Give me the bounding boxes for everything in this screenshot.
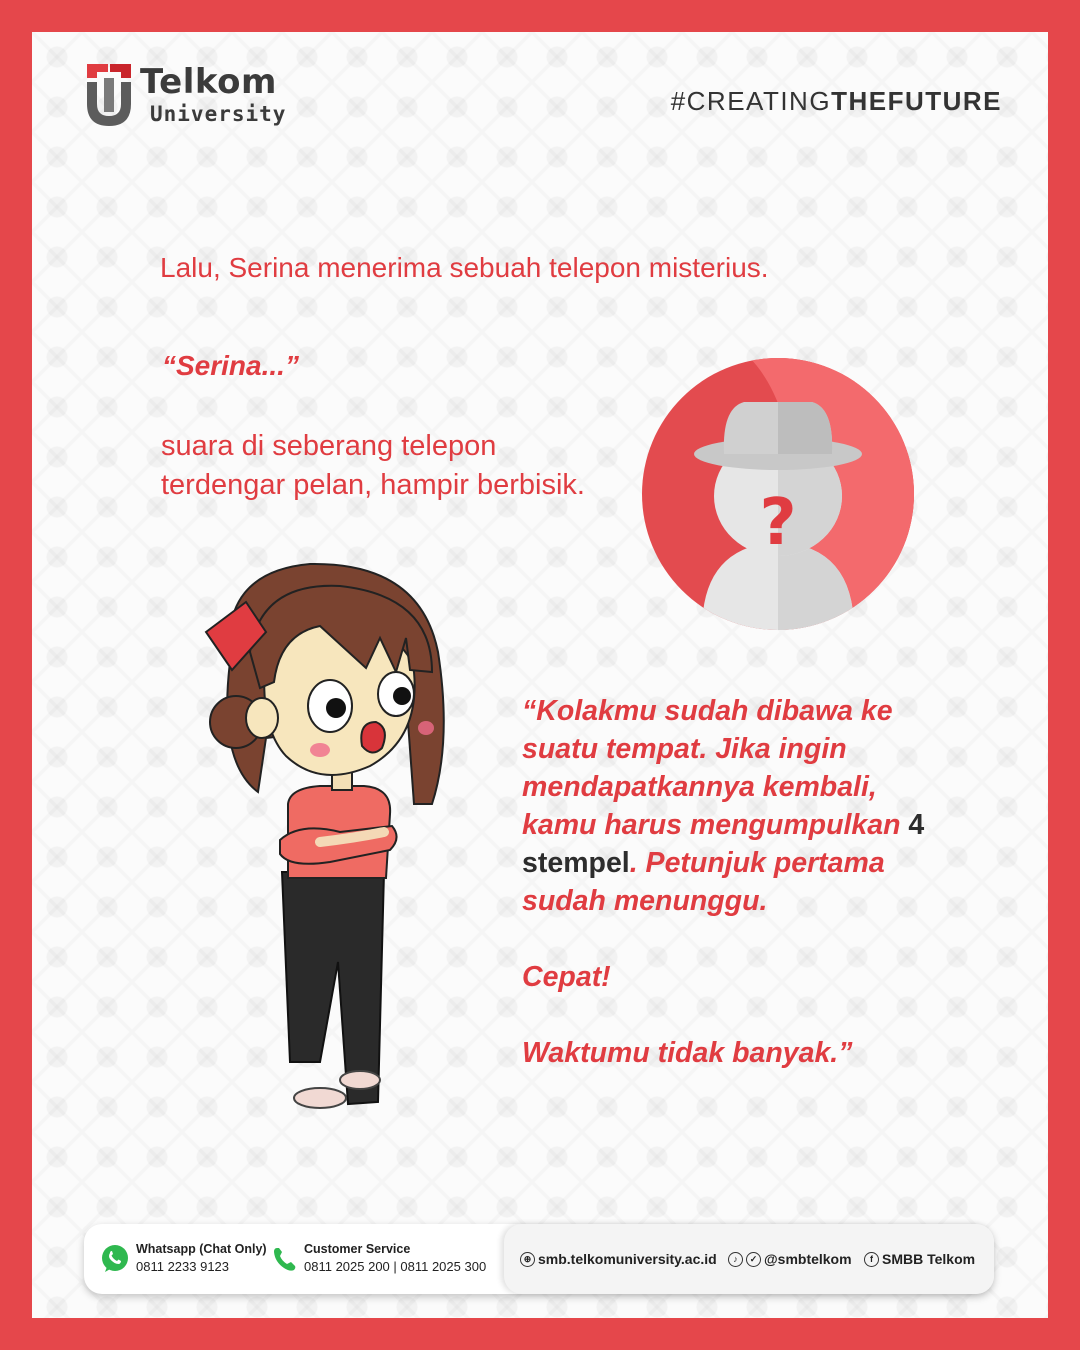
- customer-service-contact[interactable]: [304, 1242, 486, 1274]
- poster-card: [32, 32, 1048, 1318]
- message-hurry: Cepat!: [522, 961, 611, 993]
- message-part-1: “Kolakmu sudah dibawa ke suatu tempat. Jika ingin mendapatkannya kembali, kamu harus mengumpulkan: [522, 695, 909, 841]
- whisper-line-2: terdengar pelan, hampir berbisik.: [161, 469, 585, 501]
- website-link[interactable]: [520, 1224, 717, 1294]
- message-part-2: . Petunjuk pertama sudah menunggu.: [522, 847, 885, 917]
- globe-icon: ⊕: [520, 1252, 535, 1267]
- tiktok-icon: ♪: [728, 1252, 743, 1267]
- telkom-university-logo: [84, 60, 304, 132]
- mystery-caller-icon: [640, 356, 916, 632]
- phone-icon[interactable]: [272, 1246, 298, 1272]
- whisper-line-1: suara di seberang telepon: [161, 430, 497, 462]
- serina-character-illustration: [170, 542, 470, 1122]
- narration-text: Lalu, Serina menerima sebuah telepon misterius.: [160, 252, 769, 283]
- contact-footer: [84, 1224, 994, 1294]
- logo-mark-icon: [84, 60, 134, 128]
- social-handle-link[interactable]: [728, 1224, 852, 1294]
- svg-text:?: ?: [759, 486, 797, 560]
- cs-numbers: 0811 2025 200 | 0811 2025 300: [304, 1259, 487, 1274]
- online-links: [504, 1224, 994, 1294]
- facebook-icon: f: [864, 1252, 879, 1267]
- whatsapp-number: 0811 2233 9123: [136, 1259, 230, 1274]
- hashtag: [671, 86, 1002, 117]
- hashtag-light: #CREATING: [670, 86, 832, 116]
- logo-text-telkom: Telkom: [140, 62, 277, 102]
- facebook-link[interactable]: [864, 1224, 975, 1294]
- message-body: [522, 692, 952, 920]
- hashtag-bold: THEFUTURE: [831, 86, 1002, 116]
- website-text: smb.telkomuniversity.ac.id: [538, 1251, 717, 1267]
- caller-quote: “Serina...”: [162, 350, 299, 381]
- message-highlight: 4 stempel: [522, 809, 925, 879]
- twitter-icon: ✓: [746, 1252, 761, 1267]
- whisper-text: [161, 427, 585, 505]
- whatsapp-contact[interactable]: [136, 1242, 267, 1274]
- facebook-text: SMBB Telkom: [882, 1251, 976, 1267]
- cs-title: Customer Service: [304, 1242, 411, 1256]
- logo-text-university: University: [150, 102, 287, 126]
- whatsapp-title: Whatsapp (Chat Only): [136, 1242, 267, 1256]
- social-handle-text: @smbtelkom: [764, 1251, 852, 1267]
- caller-message: [522, 692, 952, 1072]
- message-end: Waktumu tidak banyak.”: [522, 1037, 853, 1069]
- whatsapp-icon[interactable]: [100, 1244, 130, 1274]
